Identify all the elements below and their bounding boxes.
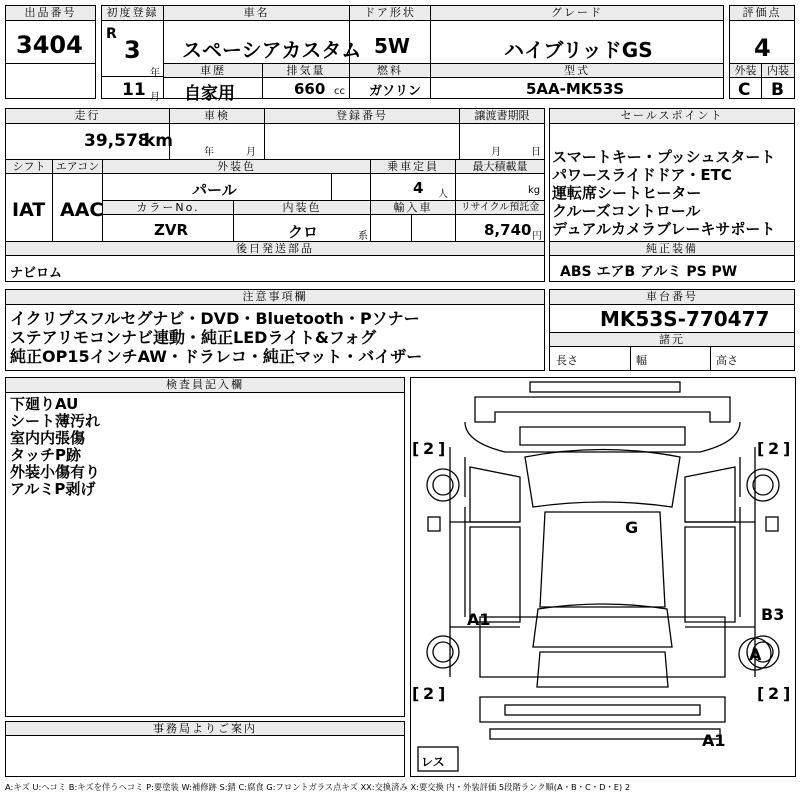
era: R: [106, 26, 117, 42]
seats-label: 乗車定員: [371, 160, 455, 174]
spare-tire-label: レス: [421, 755, 445, 769]
rear-bumper-bottom: [490, 729, 720, 739]
inspector-box: [5, 377, 405, 717]
insp-month-unit: 月: [246, 147, 256, 158]
mileage: 39,578: [84, 131, 150, 151]
lot-box: [5, 5, 96, 99]
recycle-fee: 8,740: [484, 221, 532, 239]
plate-label: 登録番号: [265, 109, 459, 124]
svg-text:[: [: [757, 684, 765, 703]
first-reg-box: [101, 5, 164, 103]
car-damage-diagram: [410, 377, 796, 777]
svg-text:[: [: [757, 439, 765, 458]
sales-line-4: クルーズコントロール: [552, 202, 701, 220]
year-unit: 年: [150, 68, 160, 79]
model-label: 型式: [431, 64, 723, 78]
equip-label: 純正装備: [550, 242, 794, 256]
reg-year: 3: [124, 36, 141, 64]
sales-line-5: デュアルカメラブレーキサポート: [552, 220, 776, 238]
ext-label: 外装: [730, 64, 761, 78]
score-label: 評価点: [730, 6, 794, 21]
notes-label: 注意事項欄: [6, 290, 544, 305]
lot-number: 3404: [16, 31, 83, 59]
rear-bumper: [480, 697, 725, 722]
inspector-line-6: アルミP剥げ: [10, 480, 96, 498]
lot-label: 出品番号: [6, 6, 95, 21]
rear-window: [533, 604, 672, 647]
windshield: [525, 450, 680, 508]
equipment: ABS エアB アルミ PS PW: [560, 264, 738, 280]
air-conditioner: AAC: [60, 199, 104, 221]
history: 自家用: [184, 84, 235, 104]
note-line-3: 純正OP15インチAW・ドラレコ・純正マット・バイザー: [10, 347, 423, 366]
inspector-line-3: 室内内張傷: [10, 429, 86, 447]
reg-month: 11: [122, 80, 146, 100]
ac-label: エアコン: [53, 160, 102, 174]
int-color-label: 内装色: [234, 201, 370, 215]
notes-box: [5, 289, 545, 371]
note-line-1: イクリプスフルセグナビ・DVD・Bluetooth・Pソナー: [10, 309, 420, 328]
sales-line-1: スマートキー・プッシュスタート: [552, 148, 776, 166]
left-front-door: [470, 467, 520, 522]
insp-year-unit: 年: [204, 147, 214, 158]
rear-bumper-inner: [505, 705, 700, 715]
cc-unit: cc: [334, 86, 345, 97]
later-parts-label: 後日発送部品: [6, 242, 544, 256]
car-name: スペーシアカスタム: [182, 38, 362, 62]
wheel-front-right: [747, 469, 779, 501]
tire-count-rl: 2: [423, 684, 435, 703]
left-rear-door: [470, 527, 520, 622]
mark-a1-left: A1: [467, 610, 491, 629]
load-label: 最大積載量: [456, 160, 544, 174]
tire-count-fr: 2: [768, 439, 780, 458]
rear-hatch: [537, 652, 668, 687]
mark-a1-bottom: A1: [702, 731, 726, 750]
grade-label: グレード: [431, 6, 723, 21]
inspection-label: 車検: [170, 109, 264, 124]
height-label: 高さ: [716, 354, 738, 367]
exterior-color: パール: [192, 181, 237, 199]
svg-text:[: [: [412, 684, 420, 703]
door-label: ドア形状: [350, 6, 430, 21]
first-reg-label: 初度登録: [102, 6, 163, 21]
chassis-label: 車台番号: [550, 290, 794, 305]
mirror-right: [766, 517, 778, 531]
seats-unit: 人: [438, 189, 448, 200]
transfer-month-unit: 月: [491, 147, 501, 158]
recycle-unit: 円: [532, 231, 542, 242]
tire-count-fl: 2: [423, 439, 435, 458]
front-bumper: [475, 397, 730, 422]
vehicle-box: [163, 5, 724, 104]
front-bumper-top: [530, 382, 680, 392]
int-label: 内装: [762, 64, 794, 78]
svg-text:]: ]: [783, 684, 791, 703]
transfer-day-unit: 日: [531, 147, 541, 158]
roof: [540, 512, 665, 607]
width-label: 幅: [636, 354, 647, 367]
grille: [520, 427, 685, 445]
name-label: 車名: [164, 6, 349, 21]
shift: IAT: [12, 199, 46, 221]
mark-g: G: [625, 518, 639, 537]
score-box: [729, 5, 795, 99]
mark-a-circle: A: [749, 645, 762, 664]
left-side-body: [450, 447, 520, 677]
seats: 4: [413, 179, 424, 197]
legend: A:キズ U:ヘコミ B:キズを伴うヘコミ P:要塗装 W:補修跡 S:錆 C:腐食 G:フロントガラス点キズ XX:交換済み X:要交換 内・外装評価 5段階ランク順(A・B・C・D・E) 2: [5, 782, 631, 792]
inspector-line-1: 下廻りAU: [10, 395, 79, 413]
grade: ハイブリッドGS: [504, 38, 653, 62]
chassis-box: [549, 289, 795, 371]
svg-text:]: ]: [438, 439, 446, 458]
chassis-number: MK53S-770477: [600, 307, 770, 331]
inspector-line-5: 外装小傷有り: [10, 463, 101, 481]
color-no: ZVR: [154, 221, 189, 239]
wheel-rear-left: [427, 636, 459, 668]
month-unit: 月: [150, 92, 160, 103]
displacement-label: 排気量: [263, 64, 349, 78]
office-box: [5, 721, 405, 777]
dims-label: 諸元: [550, 333, 794, 347]
interior-color: クロ: [288, 223, 319, 241]
wheel-front-left: [427, 469, 459, 501]
sales-line-2: パワースライドドア・ETC: [552, 166, 732, 184]
import-label: 輸入車: [371, 201, 455, 215]
later-parts: ナビロム: [10, 266, 63, 281]
transfer-label: 譲渡書期限: [460, 109, 544, 124]
sales-box: [549, 108, 795, 282]
inspector-line-4: タッチP跡: [10, 446, 81, 464]
color-label: 外装色: [103, 160, 370, 174]
tire-count-rr: 2: [768, 684, 780, 703]
inspector-line-2: シート薄汚れ: [10, 412, 101, 430]
fuel: ガソリン: [369, 84, 422, 99]
mark-b3: B3: [761, 605, 785, 624]
int-grade: B: [771, 80, 784, 100]
svg-text:[: [: [412, 439, 420, 458]
recycle-label: リサイクル預託金: [456, 201, 544, 215]
displacement: 660: [294, 80, 326, 98]
sales-label: セールスポイント: [550, 109, 794, 124]
length-label: 長さ: [556, 354, 578, 367]
mirror-left: [428, 517, 440, 531]
fuel-label: 燃料: [350, 64, 430, 78]
diagram-frame: [411, 378, 796, 777]
ext-grade: C: [738, 80, 751, 100]
model: 5AA-MK53S: [526, 80, 625, 98]
svg-text:]: ]: [783, 439, 791, 458]
km-unit: km: [144, 131, 174, 151]
shift-label: シフト: [6, 160, 52, 174]
score: 4: [754, 34, 771, 62]
right-rear-door: [685, 527, 735, 622]
color-no-label: カラーNo.: [103, 201, 233, 215]
details-box: [5, 108, 545, 282]
office-label: 事務局よりご案内: [6, 722, 404, 736]
load-unit: kg: [528, 185, 541, 196]
int-color-unit: 系: [358, 231, 368, 242]
note-line-2: ステアリモコンナビ連動・純正LEDライト&フォグ: [10, 328, 377, 347]
inspector-label: 検査員記入欄: [6, 378, 404, 393]
svg-text:]: ]: [438, 684, 446, 703]
sales-line-3: 運転席シートヒーター: [552, 184, 702, 202]
right-front-door: [685, 467, 735, 522]
door-type: 5W: [374, 34, 410, 58]
history-label: 車歴: [164, 64, 262, 78]
mileage-label: 走行: [6, 109, 169, 124]
